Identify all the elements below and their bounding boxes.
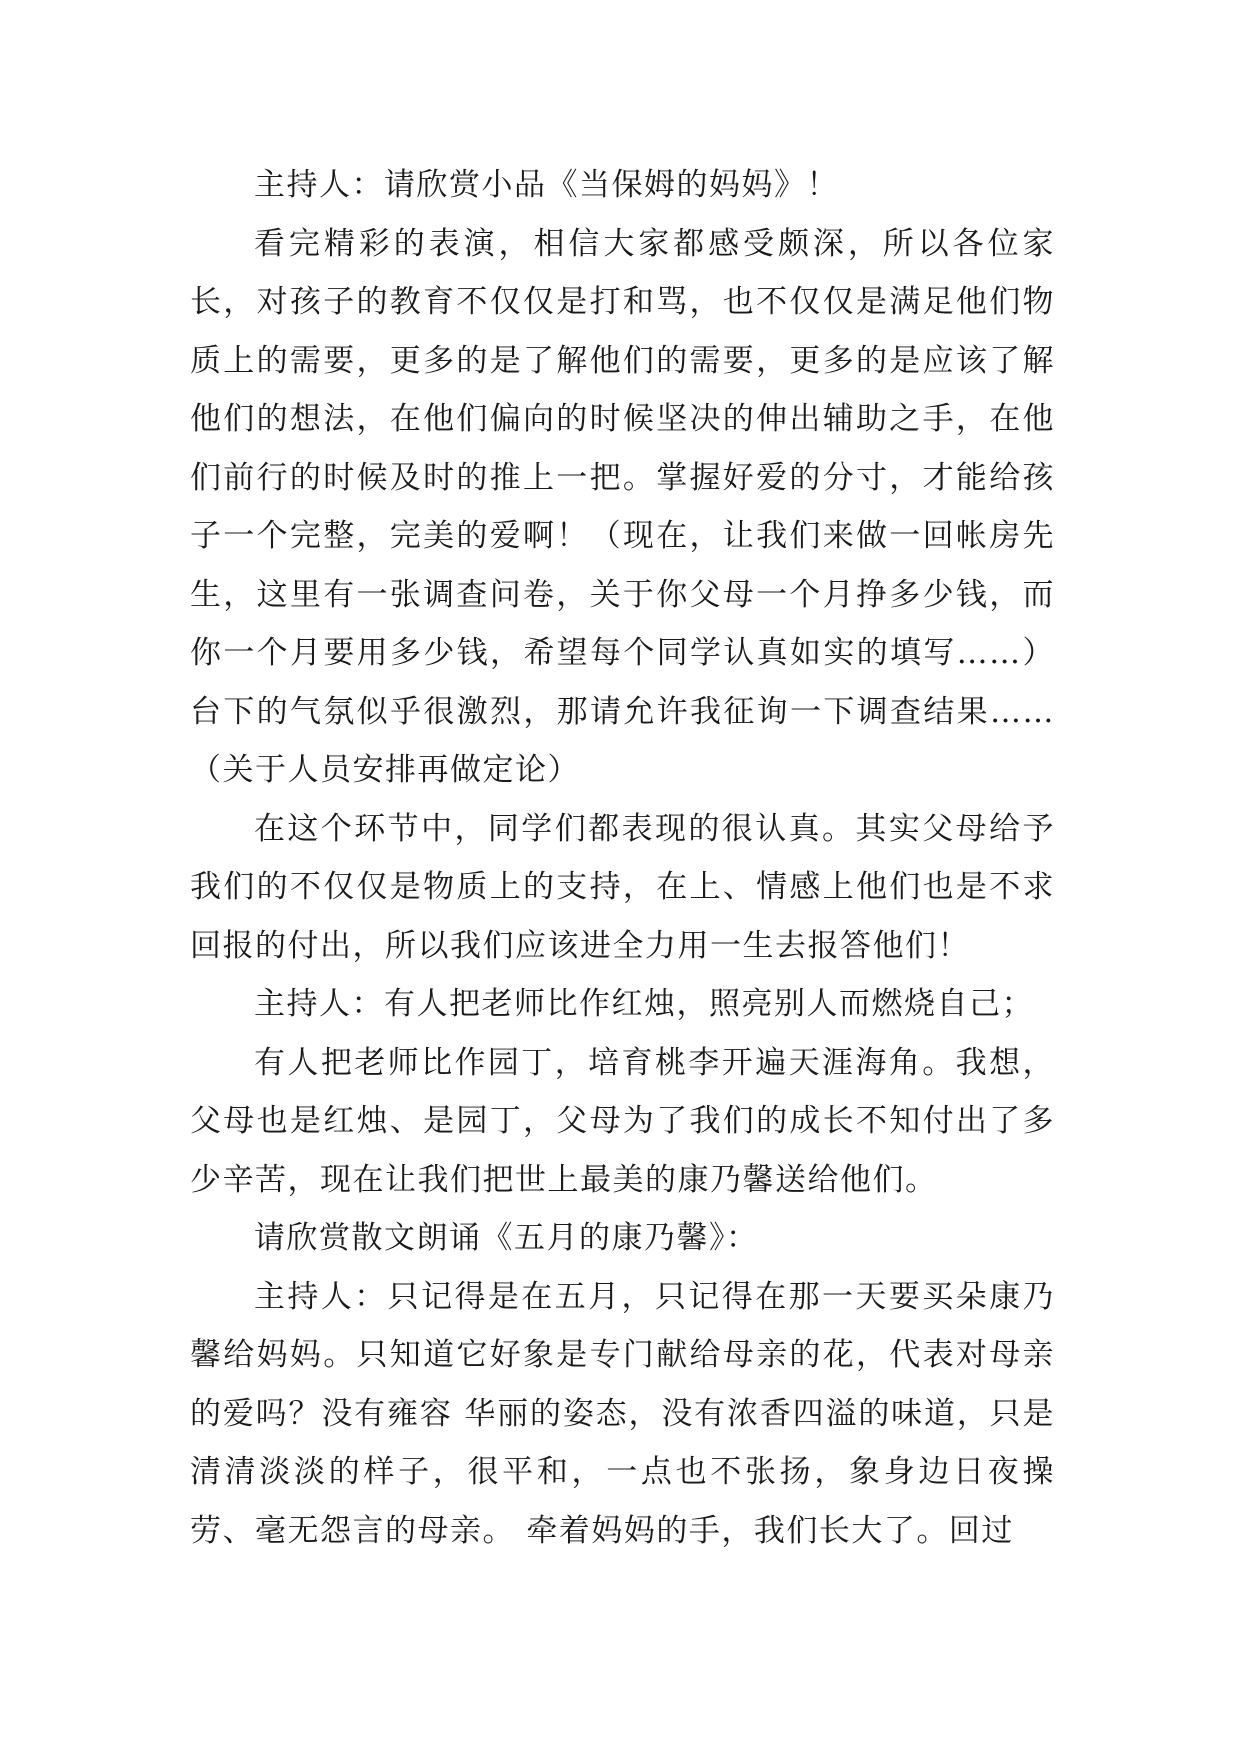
paragraph-host-carnation: 主持人：只记得是在五月，只记得在那一天要买朵康乃馨给妈妈。只知道它好象是专门献给母亲的花，代表对母亲的爱吗？没有雍容 华丽的姿态，没有浓香四溢的味道，只是清清淡淡的样子，很平和，一点也不张扬，象身边日夜操劳、毫无怨言的母亲。 牵着妈妈的手，我们长大了。回过 [190, 1278, 1055, 1549]
paragraph-recitation-intro: 请欣赏散文朗诵《五月的康乃馨》： [254, 1220, 759, 1256]
paragraph-parenting-reflection: 看完精彩的表演，相信大家都感受颇深，所以各位家长，对孩子的教育不仅仅是打和骂，也不仅仅是满足他们物质上的需要，更多的是了解他们的需要，更多的是应该了解他们的想法，在他们偏向的时候坚决的伸出辅助之手，在他们前行的时候及时的推上一把。掌握好爱的分寸，才能给孩子一个完整，完美的爱啊！（现在，让我们来做一回帐房先生，这里有一张调查问卷，关于你父母一个月挣多少钱，而你一个月要用多少钱，希望每个同学认真如实的填写……）台下的气氛似乎很激烈，那请允许我征询一下调查结果……（关于人员安排再做定论） [190, 225, 1055, 788]
paragraph-gardener-metaphor: 有人把老师比作园丁，培育桃李开遍天涯海角。我想，父母也是红烛、是园丁，父母为了我们的成长不知付出了多少辛苦，现在让我们把世上最美的康乃馨送给他们。 [190, 1044, 1055, 1198]
paragraph-host-skit-intro: 主持人：请欣赏小品《当保姆的妈妈》！ [254, 167, 839, 203]
paragraph-survey-summary: 在这个环节中，同学们都表现的很认真。其实父母给予我们的不仅仅是物质上的支持，在上、情感上他们也是不求回报的付出，所以我们应该进全力用一生去报答他们！ [190, 810, 1055, 964]
document-body [190, 156, 1055, 1560]
paragraph-host-candle-metaphor: 主持人：有人把老师比作红烛，照亮别人而燃烧自己； [254, 986, 1034, 1022]
